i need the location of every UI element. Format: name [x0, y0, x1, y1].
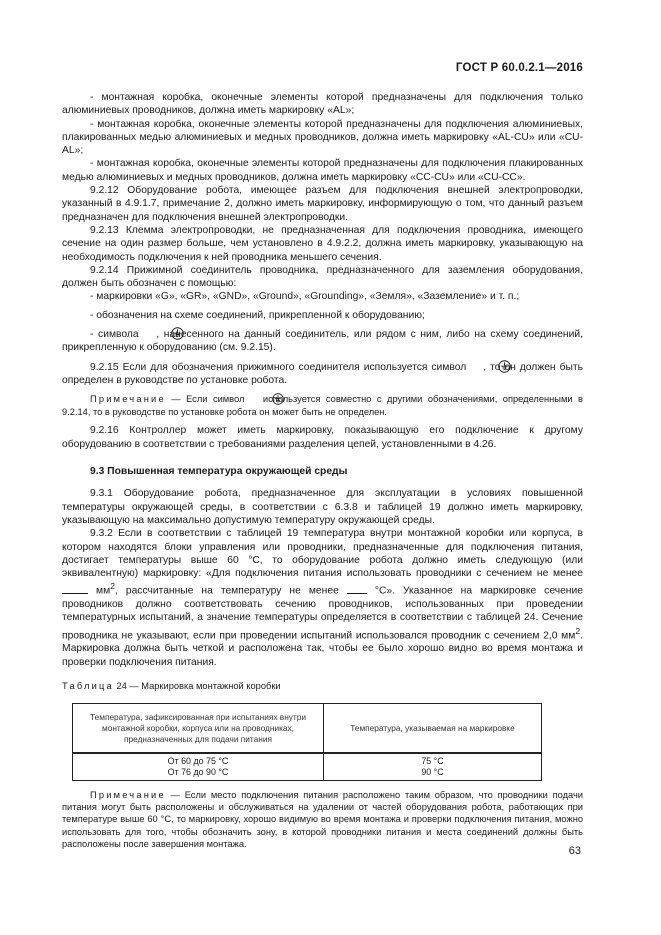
table-cell: [324, 753, 542, 780]
text-run: 9.3.2 Если в соответствии с таблицей 19 температура внутри монтажной коробки или корпуса, в котором находятся блоки управления или проводники, предназначенные для подключения питания, достигает температуры выше 60 °С, то оборудование робота должно иметь следующую (или эквивалентную) маркировку: «Для подключения питания использовать проводники с сечением не менее: [62, 528, 583, 580]
text-run: 9.2.15 Если для обозначения прижимного соединителя используется символ: [90, 361, 467, 373]
table-caption-label: Таблица: [62, 681, 114, 692]
text-run: °С». Указанное на маркировке сечение проводников должно соответствовать сечению проводников, использованных при проведении температурных испытаний, а значение температуры определяется в соответствии с таблицей 24. Сечение проводника не указывают, если при проведении испытаний использовался проводник с сечением 2,0 мм: [62, 585, 583, 642]
note: [62, 789, 583, 850]
cell-line: От 60 до 75 °С: [167, 756, 229, 767]
note: [62, 393, 583, 418]
table-header: Температура, зафиксированная при испытаниях внутри монтажной коробки, корпуса или на проводниках, предназначенных для подачи питания: [73, 704, 324, 754]
paragraph: 9.3.1 Оборудование робота, предназначенное для эксплуатации в условиях повышенной температуры окружающей среды, в соответствии с 6.3.8 и таблицей 19 должно иметь маркировку, указывающую на максимально допустимую температуру окружающей среды.: [62, 488, 583, 526]
paragraph: - монтажная коробка, оконечные элементы которой предназначены для подключения алюминиевых, плакированных медью алюминиевых и медных проводников, должна иметь маркировку «AL-CU» или «CU-AL»;: [62, 118, 583, 157]
cell-line: От 76 до 90 °С: [167, 767, 229, 778]
paragraph: - монтажная коробка, оконечные элементы которой предназначены для подключения плакированных медью алюминиевых и медных проводников, должна иметь маркировку «CC-CU» или «CU-CC».: [62, 158, 583, 183]
cell-line: 90 °С: [421, 767, 444, 778]
table-header: Температура, указываемая на маркировке: [324, 704, 542, 754]
paragraph: - обозначения на схеме соединений, прикрепленной к оборудованию;: [90, 309, 425, 321]
paragraph: 9.2.16 Контроллер может иметь маркировку, показывающую его подключение к другому оборудованию в соответствии с требованиями разделения цепей, установленными в 4.26.: [62, 425, 583, 450]
ground-symbol-icon: [244, 393, 257, 406]
blank-line: [347, 584, 367, 594]
ground-symbol-icon: [470, 360, 483, 373]
paragraph: - маркировки «G», «GR», «GND», «Ground», «Grounding», «Земля», «Заземление» и т. п.;: [90, 291, 520, 303]
paragraph: [62, 360, 583, 388]
text-run: , нанесенного на данный соединитель, или рядом с ним, либо на схему соединений, прикрепленную к оборудованию (см. 9.2.15).: [62, 329, 583, 354]
table-cell: [73, 753, 324, 780]
section-title: 9.3 Повышенная температура окружающей среды: [90, 466, 348, 478]
paragraph: 9.2.12 Оборудование робота, имеющее разъем для подключения внешней электропроводки, указанный в 4.9.1.7, примечание 2, должно иметь маркировку, информирующую о том, что данный разъем предназначен для подключения внешней электропроводки.: [62, 185, 583, 223]
text-run: , то он должен быть определен в руководстве по установке робота.: [62, 361, 583, 386]
superscript: 2: [110, 581, 115, 592]
paragraph: - монтажная коробка, оконечные элементы которой предназначены для подключения только алюминиевых проводников, должна иметь маркировку «AL»;: [62, 92, 583, 117]
cell-line: 75 °С: [421, 756, 444, 767]
text-run: — Если символ: [165, 394, 245, 405]
blank-line: [62, 584, 88, 594]
text-run: , рассчитанные на температуру не менее: [114, 585, 339, 597]
document-body: [62, 91, 583, 850]
paragraph: [62, 527, 583, 669]
text-run: — Если место подключения питания расположено таким образом, что проводники подачи питания могут быть расположены и обслуживаться на удалении от частей оборудования робота, работающих при температуре выше 60 °С, то маркировку, хорошо видимую во время монтажа и проверки подключения питания, можно использовать для того, чтобы обозначить зону, в которой проводники питания и места соединений должны быть расположены после завершения монтажа.: [62, 789, 583, 849]
paragraph: 9.2.14 Прижимной соединитель проводника, предназначенного для заземления оборудования, должен быть обозначен с помощью:: [62, 264, 583, 290]
ground-symbol-icon: [143, 327, 156, 340]
text-run: . Маркировка должна быть четкой и расположена так, чтобы ее было хорошо видно во время монтажа и проверки подключения питания.: [62, 630, 583, 668]
note-label: Примечание: [90, 394, 166, 405]
text-run: используется совместно с другими обозначениями, определенными в 9.2.14, то в руководстве по установке робота он может быть не определен.: [62, 394, 583, 418]
paragraph: 9.2.13 Клемма электропроводки, не предназначенная для подключения проводника, имеющего сечение на один размер больше, чем установлено в 4.9.2.2, должна иметь маркировку, указывающую на необходимость подключения к ней проводника меньшего сечения.: [62, 224, 583, 263]
text-run: - символа: [90, 329, 139, 341]
paragraph: [62, 327, 583, 355]
page-number: 63: [568, 845, 581, 857]
superscript: 2: [575, 625, 581, 636]
table-row: [73, 753, 542, 780]
marking-table: [72, 703, 542, 781]
text-run: мм: [96, 585, 111, 597]
note-label: Примечание: [90, 789, 166, 800]
table-caption-text: 24 — Маркировка монтажной коробки: [113, 681, 281, 692]
table-caption: [62, 680, 583, 693]
document-header: ГОСТ Р 60.0.2.1—2016: [455, 62, 583, 74]
